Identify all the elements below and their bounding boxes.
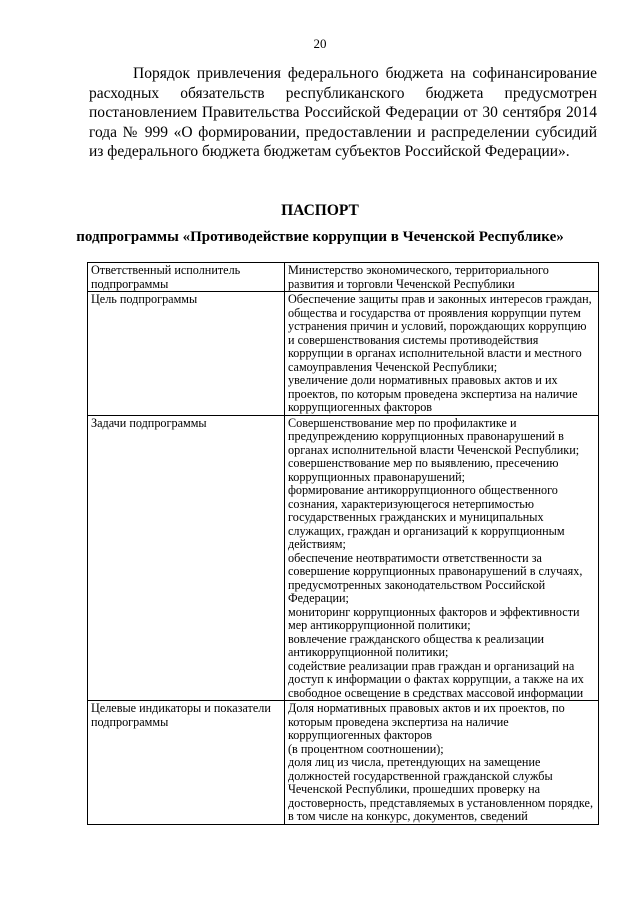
table-row [88, 263, 599, 292]
row-value-tasks [285, 415, 599, 701]
table-row [88, 415, 599, 701]
cell-line: содействие реализации прав граждан и организаций на доступ к информации о фактах коррупции, а также на их свободное освещение в средствах массовой информации [288, 658, 584, 700]
cell-line: мониторинг коррупционных факторов и эффективности мер антикоррупционной политики; [288, 604, 580, 632]
cell-line: Обеспечение защиты прав и законных интересов граждан, общества и государства от проявления коррупции путем устранения причин и условий, порождающих коррупцию и совершенствования системы противодействия коррупции в органах исполнительной власти и местного самоуправления Чеченской Республики; [288, 292, 592, 374]
cell-line: Совершенствование мер по профилактике и предупреждению коррупционных правонарушений в органах исполнительной власти Чеченской Республики; [288, 415, 580, 457]
passport-subtitle: подпрограммы «Противодействие коррупции в Чеченской Республике» [76, 229, 564, 245]
cell-line: увеличение доли нормативных правовых актов и их проектов, по которым проведена экспертиза на наличие коррупциогенных факторов [288, 373, 578, 414]
cell-line: Министерство экономического, территориального развития и торговли Чеченской Республики [288, 263, 549, 291]
row-value-goal [285, 292, 599, 416]
row-label-indicators: Целевые индикаторы и показатели подпрограммы [88, 701, 285, 825]
cell-line: совершенствование мер по выявлению, пресечению коррупционных правонарушений; [288, 456, 559, 484]
cell-line: (в процентном соотношении); [288, 741, 444, 756]
row-label-goal: Цель подпрограммы [88, 292, 285, 416]
intro-paragraph: Порядок привлечения федерального бюджета на софинансирование расходных обязательств республиканского бюджета предусмотрен постановлением Правительства Российской Федерации от 30 сентября 2014 года № 999 «О формировании, предоставлении и распределении субсидий из федерального бюджета бюджетам субъектов Российской Федерации». [89, 65, 597, 161]
page-number: 20 [313, 36, 327, 51]
passport-table [87, 262, 599, 825]
row-value-indicators [285, 701, 599, 825]
cell-line: формирование антикоррупционного общественного сознания, характеризующегося нетерпимостью государственных гражданских и муниципальных служащих, граждан и организаций к коррупционным действиям; [288, 483, 565, 551]
row-label-responsible: Ответственный исполнитель подпрограммы [88, 263, 285, 292]
cell-line: доля лиц из числа, претендующих на замещение должностей государственной гражданской службы Чеченской Республики, прошедших проверку на достоверность, представляемых в установленном порядке, в том числе на конкурс, документов, сведений [288, 755, 593, 823]
cell-line: вовлечение гражданского общества к реализации антикоррупционной политики; [288, 631, 544, 659]
table-row [88, 292, 599, 416]
table-row [88, 701, 599, 825]
cell-line: Доля нормативных правовых актов и их проектов, по которым проведена экспертиза на наличие коррупциогенных факторов [288, 701, 565, 742]
cell-line: обеспечение неотвратимости ответственности за совершение коррупционных правонарушений в случаях, предусмотренных законодательством Российской Федерации; [288, 550, 583, 605]
row-value-responsible [285, 263, 599, 292]
row-label-tasks: Задачи подпрограммы [88, 415, 285, 701]
passport-title: ПАСПОРТ [281, 202, 359, 219]
